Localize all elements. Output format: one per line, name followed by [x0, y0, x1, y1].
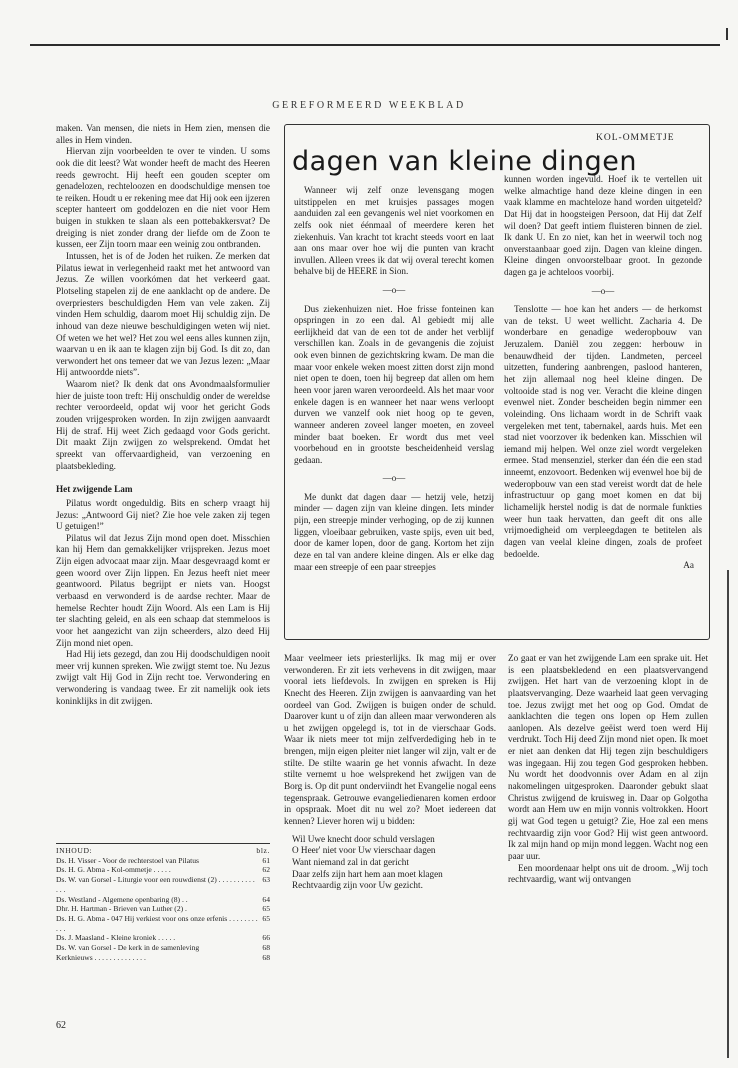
toc-title: INHOUD: [56, 846, 93, 855]
page-number: 62 [56, 1020, 66, 1031]
author-signature: Aa [683, 560, 694, 571]
toc-header [56, 843, 270, 856]
toc-entry: Ds. J. Maasland - Kleine kroniek . . . . . 66 [56, 933, 270, 943]
toc-entry: Ds. H. G. Abma - 047 Hij verkiest voor ons onze erfenis . . . . . . . . . . . 65 [56, 914, 270, 933]
paragraph: Me dunkt dat dagen daar — hetzij vele, hetzij minder — dagen zijn van kleine dingen. Iets minder pijn, een streepje minder verhoging, op de zij kunnen liggen, vloeibaar gebruiken, vaste spijs, even uit bed, door de kamer lopen, door de gang. Kortom het zijn deze en tal van andere kleine dingen. Als er elke dag maar een streepje of een paar streepjes [294, 491, 494, 572]
top-rule [30, 44, 720, 46]
toc-entry: Ds. W. van Gorsel - Liturgie voor een rouwdienst (2) . . . . . . . . . . . . . 63 [56, 875, 270, 894]
paragraph: kunnen worden ingevuld. Hoef ik te vertellen uit welke almachtige hand deze kleine dingen in een vaak klamme en machteloze hand worden uitgeteld? Dat Hij dat in hoogsteigen Persoon, dat Hij dat Zelf wil doen? Dat geeft intiem fluisteren binnen de ziel. Ik dank U. En zo niet, kan het in weerwil toch nog onverstaanbaar goed zijn. Dagen van kleine dingen. Kleine dingen onvoorstelbaar groot. In gezonde dagen ga je achteloos voorbij. [504, 174, 702, 278]
left-column [56, 123, 270, 707]
verse-line: Daar zelfs zijn hart hem aan moet klagen [292, 868, 443, 879]
edge-mark [726, 28, 728, 40]
separator: —o— [382, 285, 406, 296]
separator: —o— [591, 285, 615, 296]
middle-column [284, 653, 496, 892]
toc-entry: Ds. H. Visser - Voor de rechterstoel van Pilatus 61 [56, 855, 270, 865]
paragraph: maken. Van mensen, die niets in Hem zien, mensen die alles in Hem vinden. [56, 123, 270, 145]
binding-edge [727, 570, 729, 1058]
paragraph: Een moordenaar helpt ons uit de droom. „Wij toch rechtvaardig, want wij ontvangen [508, 862, 708, 885]
paragraph: Tenslotte — hoe kan het anders — de herkomst van de tekst. U weet wellicht. Zacharia 4. De wonderbare en genadige wederopbouw van Jeruzalem. Daniël zou zeggen: herbouw in benauwdheid der tijden. Landmeten, perceel uitzetten, fundering aanbrengen, paslood hanteren, het zijn allemaal nog heel kleine dingen. De voltooide stad is nog ver. Veracht die kleine dingen evenwel niet. Zonder bescheiden begin nimmer een voleinding. Ons lichaam wordt in de Schrift vaak vergeleken met tent, tabernakel, aards huis. Met een stad niet voorzover ik bedenken kan. Misschien wil iemand mij helpen. Wel onze ziel wordt vergeleken ermee. Stad mensenziel, sterker dan één die een stad inneemt, enzovoort. Bedenken wij evenwel hoe bij de wederopbouw van een stad vereist wordt dat de hele infrastructuur op gang moet komen en dat bij lichamelijk herstel nodig is dat de normale funkties weer hun taak hervatten, dan geeft dit ons alle vrijmoedigheid om verpleegdagen te betitelen als dagen van veelal kleine dingen, zoals de profeet bedoelde. [504, 304, 702, 559]
table-of-contents [56, 843, 270, 963]
paragraph: Waarom niet? Ik denk dat ons Avondmaalsformulier hier de juiste toon treft: Hij onschuldig onder de wereldse rechter veroordeeld, opdat wij voor het gericht Gods zouden vrijgesproken worden. In zijn zwijgen aanvaardt Hij de straf. Hij weet Zich gedaagd voor Gods gericht. Dit maakt Zijn zwijgen zo welsprekend. Omdat het spreekt van offervaardigheid, van verzoening en plaatsbekleding. [56, 379, 270, 471]
kol-left-column [294, 185, 494, 573]
verse-line: Wil Uwe knecht door schuld verslagen [292, 833, 435, 844]
toc-entry: Kerknieuws . . . . . . . . . . . . . . 68 [56, 952, 270, 962]
paragraph: Maar veelmeer iets priesterlijks. Ik mag mij er over verwonderen. Er zit iets verhevens in dit zwijgen, maar vooral iets liefdevols. In zwijgen en spreken is Hij Knecht des Heeren. Zijn zwijgen is aanvaarding van het oordeel van God. Zwijgen is buigen onder de schuld. Daarover kunt u of zijn dan alleen maar verwonderen als u het zwijgen opgelegd is, tot in de vierschaar Gods. Waar ik niets meer tot mijn zelfverdediging heb in te brengen, mijn eigen pleiter niet langer wil zijn, valt er de stilte. De stilte waarin ge het vonnis afwacht. In deze stilte vernemt u hoe welsprekend het zwijgen van de Borg is. Op dit punt onderviindt het Evangelie nogal eens tegenspraak. Getrouwe evangeliedienaren komen erdoor in opspraak. Moet dit nu wel zo? Moet iedereen dat kennen? Liever horen wij u bidden: [284, 653, 496, 826]
toc-entry: Ds. Westland - Algemene openbaring (8) . . 64 [56, 894, 270, 904]
verse-line: Want niemand zal in dat gericht [292, 856, 409, 867]
paragraph: Zo gaat er van het zwijgende Lam een sprake uit. Het is een plaatsbekledend en een plaatsvervangend zwijgen. Het hart van de verzoening klopt in de plaatsvervanging. Deze waarheid laat geen vervaging toe. Jezus zwijgt met het oog op God. Omdat de aanklachten die tegen ons lopen op Hem zullen aanlopen. Als dezelve geëist werd toen werd Hij verdrukt. Toch Hij deed Zijn mond niet open. Ik moet er niet aan denken dat Hij tegen zijn beschuldigers was ingegaan. Hij zou tegen God gesproken hebben. Nu wordt het doodvonnis over Adam en al zijn nakomelingen uitgesproken. Daaronder gebukt slaat Christus zwijgend de kruisweg in. Daar op Golgotha wordt aan Hem uw en mijn vonnis voltrokken. Hoort gij wat God tegen u getuigt? Zie, Hoe zal een mens rechtvaardig zijn voor God? Hij wist geen antwoord. Ik zal mijn hand op mijn mond leggen. Wacht nog een paar uur. [508, 653, 708, 861]
paragraph: Pilatus wil dat Jezus Zijn mond open doet. Misschien kan hij Hem dan gemakkelijker vrijspreken. Jezus moet Zijn eigen advocaat maar zijn. Maar desgevraagd komt er geen woord over Zijn lippen. En Jezus heeft niet meer geantwoord. Pilatus begrijpt er niets van. Hoogst verbaasd en verwonderd is de aardse rechter. Maar de hemelse Rechter houdt Zijn Woord. Als een Lam is Hij ter slachting geleid, en als een schaap dat stemmeloos is voor het aangezicht van zijn scheerders, alzo deed Hij Zijn mond niet open. [56, 532, 270, 648]
toc-entry: Ds. W. van Gorsel - De kerk in de samenleving 68 [56, 943, 270, 953]
paragraph: Dus ziekenhuizen niet. Hoe frisse fonteinen kan opspringen in zo een dal. Al gebiedt mij alle eerlijkheid dat van de een tot de ander het verblijf verschillen kan. Zoals in de gevangenis die zojuist ook even binnen de gezichtskring kwam. De man die maar voor enkele weken moest zitten dorst zijn mond niet open te doen, toen hij begreep dat allen om hem heen voor jaren waren veroordeeld. Als het maar voor enkele dagen is en wanneer het naar wens verloopt durven we vanzelf ook niet hoog op te geven, wanneer anderen zoveel langer moeten, en zoveel minder baat boeken. Er wordt dus met veel voorbehoud en in grootste bescheidenheid verslag gedaan. [294, 303, 494, 465]
toc-page-label: blz. [256, 846, 270, 855]
toc-entry: Ds. H. G. Abma - Kol-ommetje . . . . . 62 [56, 865, 270, 875]
right-column [508, 653, 708, 886]
article-title: dagen van kleine dingen [292, 146, 638, 177]
column-tag: KOL-OMMETJE [596, 133, 675, 143]
verse-line: O Heer' niet voor Uw vierschaar dagen [292, 845, 436, 856]
paragraph: Hiervan zijn voorbeelden te over te vinden. U soms ook die dit leest? Wat wonder heeft de macht des Heeren reeds gewrocht. Hij heeft een gouden scepter om genadelozen, rechteloozen en doodschuldige mensen toe te reiken. Houdt u er rekening mee dat Hij ook een ijzeren scepter hanteert om goddelozen en die niet voor Hem buigen in stukken te slaan als een pottebakkersvat? De dreiging is niet zonder drang der liefde om de Zoon te kussen, eer Zijn toorn maar een weinig zou ontbranden. [56, 146, 270, 250]
section-heading: Het zwijgende Lam [56, 484, 133, 495]
paragraph: Pilatus wordt ongeduldig. Bits en scherp vraagt hij Jezus: „Antwoord Gij niet? Zie hoe vele zaken zij tegen U getuigen!” [56, 497, 270, 532]
paragraph: Wanneer wij zelf onze levensgang mogen uitstippelen en met kruisjes passages mogen aanduiden zal een gevangenis wel niet voorkomen en zelfs ook niet éénmaal of meerdere keren het ziekenhuis. Van kracht tot kracht steeds voort en laat aan ons maar over hoe wij die punten van kracht invullen. Alleen vrees ik dat wij overal terecht komen behalve bij de HEERE in Sion. [294, 185, 494, 277]
masthead: GEREFORMEERD WEEKBLAD [272, 100, 466, 111]
psalm-verse [284, 834, 496, 892]
paragraph: Intussen, het is of de Joden het ruiken. Ze merken dat Pilatus iewat in verlegenheid raakt met het antwoord van Jezus. Ze willen voorkómen dat het verkeerd gaat. Plotseling stapelen zij de ene aanklacht op de andere. De overpriesters beschuldigden Hem van vele zaken. Zij vinden Hem schuldig, daarom moet Hij schuldig zijn. De inhoud van deze nieuwe beschuldigingen weten wij niet. Of weten we het wel? Het zou wel eens alles kunnen zijn, waarvan u en ik aan te klagen zijn bij God. Is dit zo, dan verwondert het ons temeer dat we van Jezus lezen: „Maar Hij antwoordde niets”. [56, 251, 270, 378]
separator: —o— [382, 473, 406, 484]
toc-entry: Dhr. H. Hartman - Brieven van Luther (2) . 65 [56, 904, 270, 914]
kol-right-column [504, 174, 702, 572]
paragraph: Had Hij iets gezegd, dan zou Hij doodschuldigen nooit meer vrij kunnen spreken. Wie zwijgt stemt toe. Nu Jezus zwijgt valt Hij God in Zijn recht toe. Verwondering en verwondering is vandaag twee. Er zit namelijk ook iets koninklijks in dit zwijgen. [56, 649, 270, 706]
verse-line: Rechtvaardig zijn voor Uw gezicht. [292, 880, 423, 891]
